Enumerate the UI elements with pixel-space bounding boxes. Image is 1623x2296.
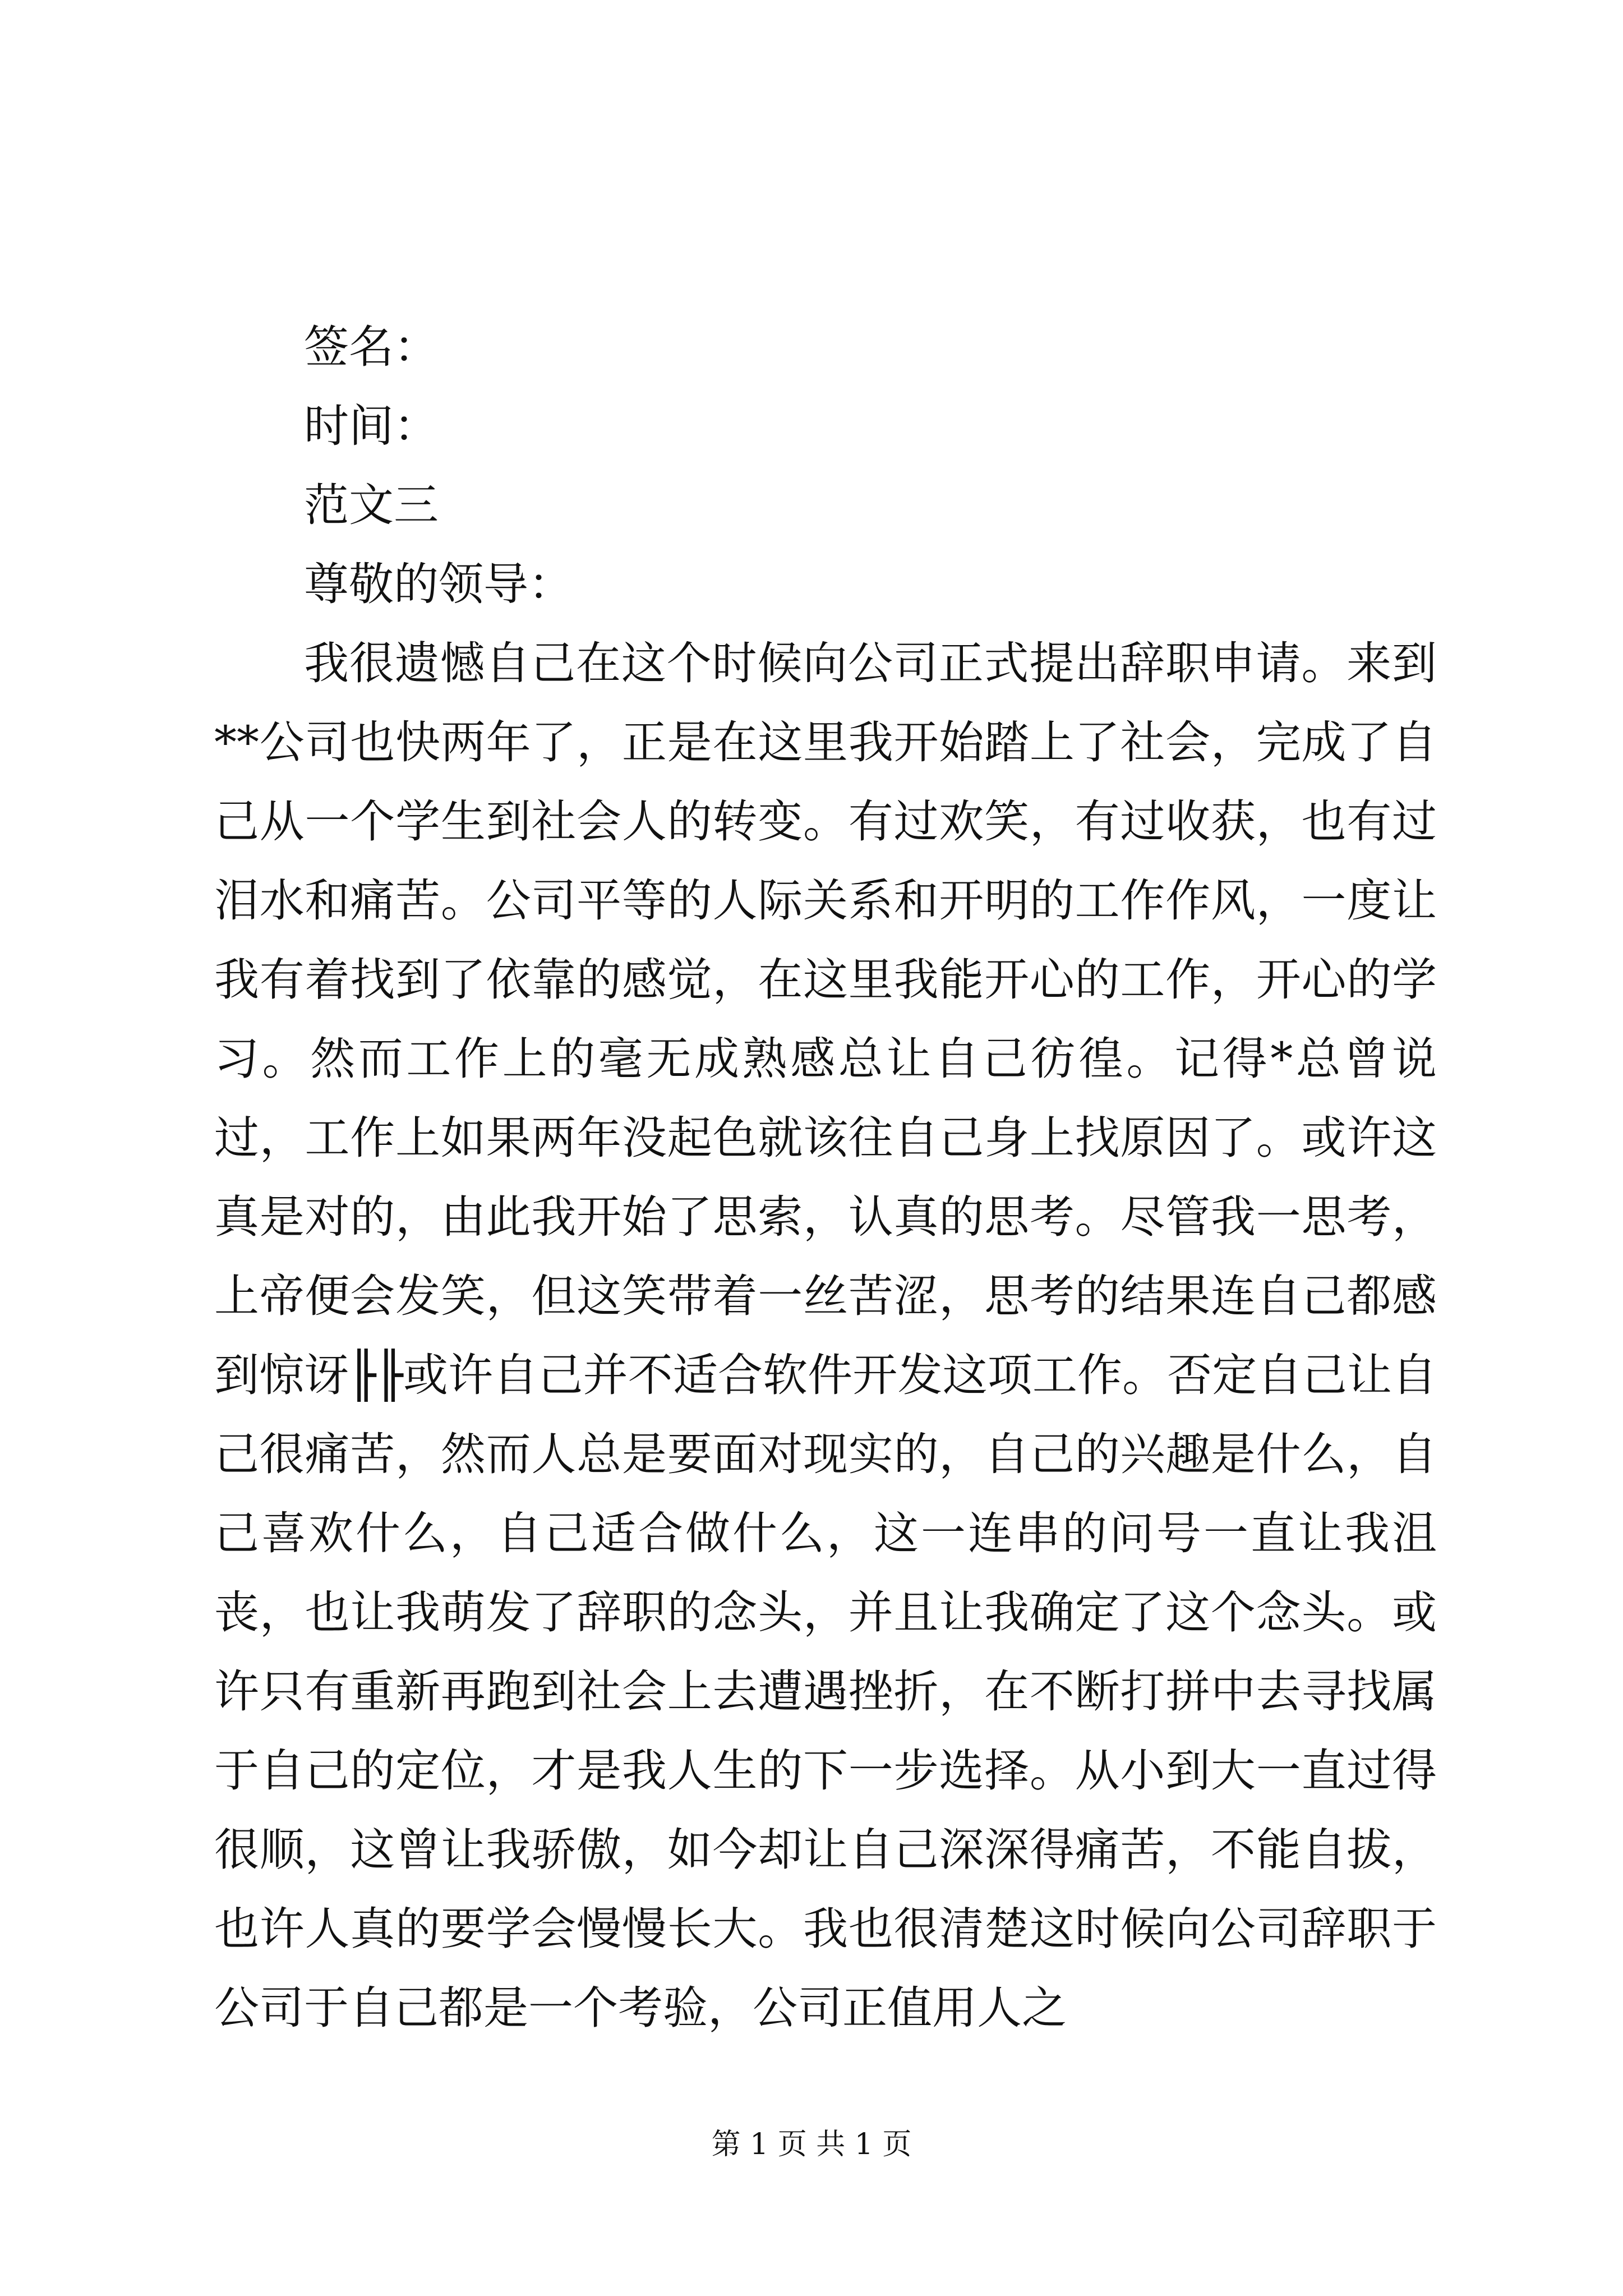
body-paragraph: 我很遗憾自己在这个时候向公司正式提出辞职申请。来到**公司也快两年了，正是在这里我开始踏上了社会，完成了自己从一个学生到社会人的转变。有过欢笑，有过收获，也有过泪水和痛苦。公司平等的人际关系和开明的工作作风，一度让我有着找到了依靠的感觉，在这里我能开心的工作，开心的学习。然而工作上的毫无成熟感总让自己彷徨。记得*总曾说过，工作上如果两年没起色就该往自己身上找原因了。或许这真是对的，由此我开始了思索，认真的思考。尽管我一思考，上帝便会发笑，但这笑带着一丝苦涩，思考的结果连自己都感到惊讶╟╟或许自己并不适合软件开发这项工作。否定自己让自己很痛苦，然而人总是要面对现实的，自己的兴趣是什么，自己喜欢什么，自己适合做什么，这一连串的问号一直让我沮丧，也让我萌发了辞职的念头，并且让我确定了这个念头。或许只有重新再跑到社会上去遭遇挫折，在不断打拼中去寻找属于自己的定位，才是我人生的下一步选择。从小到大一直过得很顺，这曾让我骄傲，如今却让自己深深得痛苦，不能自拔，也许人真的要学会慢慢长大。我也很清楚这时候向公司辞职于公司于自己都是一个考验，公司正值用人之	[214, 637, 1437, 2034]
section-title: 范文三	[304, 479, 439, 531]
page-footer: 第 1 页 共 1 页	[711, 2128, 912, 2161]
signature-label: 签名：	[304, 321, 439, 373]
time-label: 时间：	[304, 400, 439, 452]
salutation: 尊敬的领导：	[304, 558, 573, 610]
document-body	[214, 307, 1437, 2047]
